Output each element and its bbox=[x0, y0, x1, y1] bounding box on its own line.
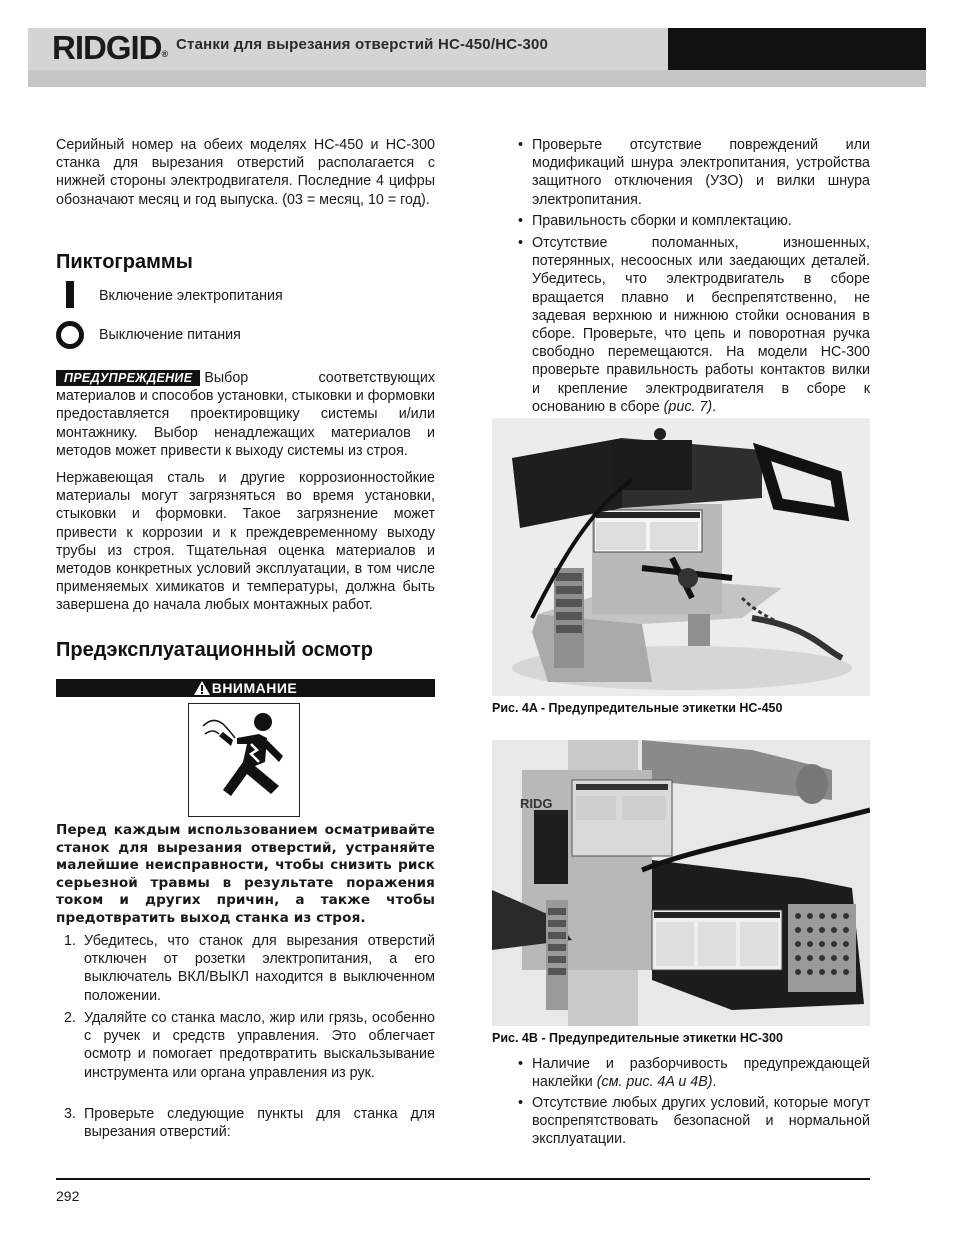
bullet-item bbox=[518, 1055, 870, 1091]
bullet-end: . bbox=[712, 1074, 717, 1091]
ridgid-logo: RIDGID® bbox=[52, 29, 168, 66]
warning-text: Выбор соответствующих материалов и способов установки, стыковки и формовки предоставляется проектировщику системы и/или монтажнику. Выбор ненадлежащих материалов и методов может привести к выходу системы из строя. bbox=[56, 370, 435, 459]
step-text: Убедитесь, что станок для вырезания отверстий отключен от розетки электропитания, а его выключатель ВКЛ/ВЫКЛ находится в выключенном положении. bbox=[84, 933, 435, 1004]
bullet-mark: • bbox=[518, 235, 524, 251]
inspection-bold-warning: Перед каждым использованием осматривайте станок для вырезания отверстий, устраняйте малейшие неисправности, чтобы снизить риск серьезной травмы в результате поражения током и других причин, а также чтобы предотвратить выход станка из строя. bbox=[56, 822, 435, 926]
bullet-text: Проверьте отсутствие повреждений или модификаций шнура электропитания, устройства защитного отключения (УЗО) и вилки шнура электропитания. bbox=[532, 137, 870, 208]
power-off-icon bbox=[56, 321, 84, 349]
warning-triangle-icon bbox=[194, 681, 210, 695]
step-1 bbox=[64, 932, 435, 1005]
bullet-item bbox=[518, 136, 870, 209]
footer-rule bbox=[56, 1178, 870, 1180]
pictograms-heading: Пиктограммы bbox=[56, 251, 193, 273]
power-on-icon bbox=[66, 281, 74, 308]
step-text: Проверьте следующие пункты для станка для вырезания отверстий: bbox=[84, 1106, 435, 1141]
step-3 bbox=[64, 1105, 435, 1141]
figure-reference: (рис. 7) bbox=[663, 398, 713, 415]
page-number: 292 bbox=[56, 1188, 80, 1204]
step-number: 2. bbox=[64, 1010, 76, 1026]
bullet-text: Отсутствие поломанных, изношенных, потерянных, несоосных или заедающих деталей. Убедитесь, что электродвигатель в сборе вращается плавно и беспрепятственно, не задевая верхнюю и нижнюю стойки основания в сборе. Проверьте, что цепь и поворотная ручка свободно перемещаются. На модели HC-300 проверьте правильность работы контактов вилки и крепление электродвигателя в сборе к основанию в сборе bbox=[532, 235, 870, 415]
figure-4b-caption: Рис. 4B - Предупредительные этикетки HC-300 bbox=[492, 1031, 783, 1045]
header-black-block bbox=[668, 28, 926, 70]
bullet-mark: • bbox=[518, 137, 524, 153]
bullet-item bbox=[518, 234, 870, 416]
step-number: 1. bbox=[64, 933, 76, 949]
figure-4a-caption: Рис. 4A - Предупредительные этикетки HC-450 bbox=[492, 701, 783, 715]
bullet-mark: • bbox=[518, 1056, 524, 1072]
bullet-mark: • bbox=[518, 213, 524, 229]
inspection-heading: Предэксплуатационный осмотр bbox=[56, 639, 373, 661]
bullet-text: Отсутствие любых других условий, которые могут воспрепятствовать безопасной и нормальной эксплуатации. bbox=[532, 1095, 870, 1148]
serial-number-paragraph: Серийный номер на обеих моделях HC-450 и HC-300 станка для вырезания отверстий располагается с нижней стороны электродвигателя. Последние 4 цифры обозначают месяц и год выпуска. (03 = месяц, 10 = год). bbox=[56, 137, 435, 208]
electric-shock-icon bbox=[188, 703, 300, 817]
attention-bar bbox=[56, 679, 435, 697]
bullet-text-wrap bbox=[532, 1055, 870, 1091]
bullet-text: Правильность сборки и комплектацию. bbox=[532, 213, 792, 229]
bullet-mark: • bbox=[518, 1095, 524, 1111]
bullet-text-wrap bbox=[532, 234, 870, 416]
figure-4a-photo bbox=[492, 418, 870, 696]
bullet-item bbox=[518, 1094, 870, 1149]
attention-label: ВНИМАНИЕ bbox=[211, 680, 298, 696]
bullet-text: Наличие и разборчивость предупреждающей наклейки bbox=[532, 1056, 870, 1091]
bullet-item bbox=[518, 212, 870, 230]
figure-4b-photo bbox=[492, 740, 870, 1026]
step-number: 3. bbox=[64, 1106, 76, 1122]
figure-4b-brand-text: RIDG bbox=[520, 796, 553, 811]
warning-tag: ПРЕДУПРЕЖДЕНИЕ bbox=[56, 370, 200, 386]
figure-reference: (см. рис. 4A и 4B) bbox=[596, 1074, 713, 1091]
power-off-label: Выключение питания bbox=[99, 327, 241, 343]
warning-paragraph bbox=[56, 369, 435, 460]
bullet-end: . bbox=[712, 398, 717, 415]
step-text: Удаляйте со станка масло, жир или грязь, особенно с ручек и средств управления. Это облегчает осмотр и помогает предотвратить выскальзывание инструмента или органа управления из рук. bbox=[84, 1010, 435, 1081]
header-title: Станки для вырезания отверстий HC-450/HC-300 bbox=[176, 36, 549, 53]
header-underline bbox=[28, 70, 926, 87]
power-on-label: Включение электропитания bbox=[99, 288, 283, 304]
step-2 bbox=[64, 1009, 435, 1082]
stainless-paragraph: Нержавеющая сталь и другие коррозионностойкие материалы могут загрязняться во время установки, стыковки и формовки. Такое загрязнение может привести к коррозии и к преждевременному выходу трубы из строя. Тщательная оценка материалов и методов конкретных условий эксплуатации, в том числе применяемых химикатов и температуры, должна быть завершена до начала любых монтажных работ. bbox=[56, 470, 435, 614]
